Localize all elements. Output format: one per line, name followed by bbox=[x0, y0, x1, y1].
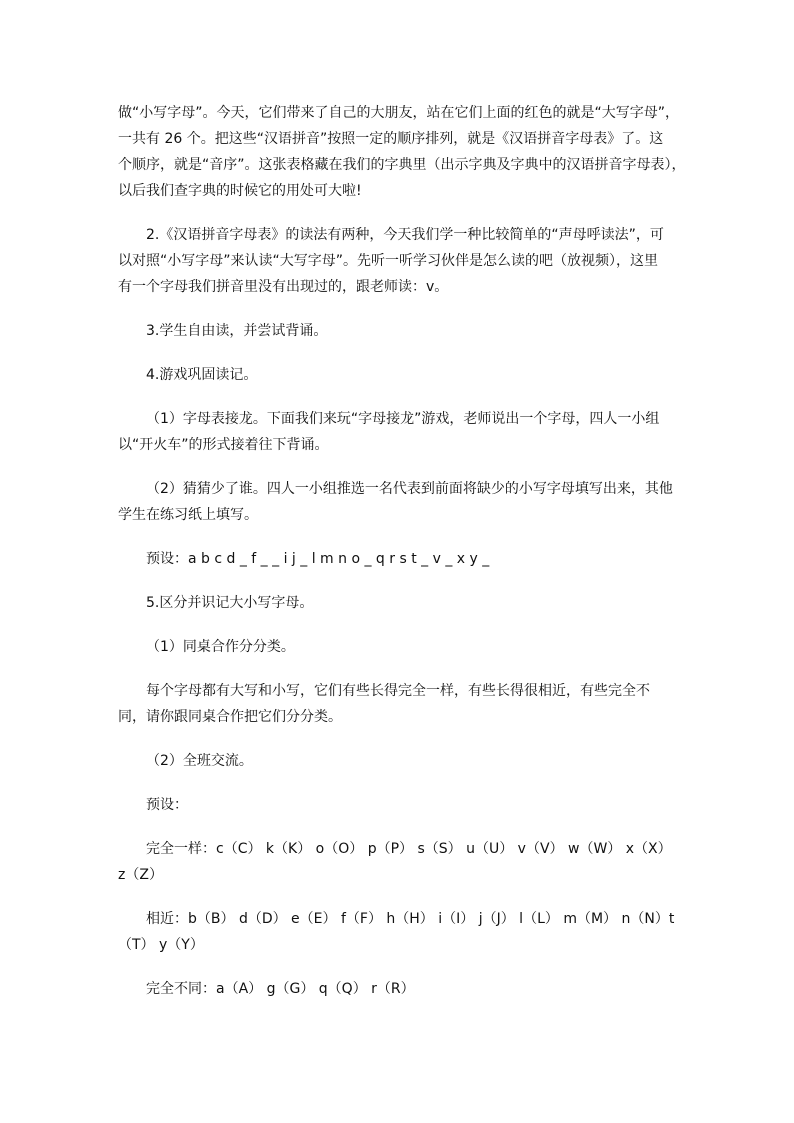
text-line: 以后我们查字典的时候它的用处可大啦! bbox=[118, 183, 362, 199]
paragraph-preset-label: 预设： bbox=[146, 797, 188, 813]
document-page bbox=[118, 100, 686, 1002]
paragraph-intro bbox=[118, 100, 686, 204]
paragraph-game-2 bbox=[118, 476, 678, 528]
text-line: 做“小写字母”。今天，它们带来了自己的大朋友，站在它们上面的红色的就是“大写字母”， bbox=[118, 105, 680, 121]
text-line: z（Z） bbox=[118, 867, 163, 883]
paragraph-share: （2）全班交流。 bbox=[146, 753, 253, 769]
text-line: 相近：b（B） d（D） e（E） f（F） h（H） i（I） j（J） l（L） m（M） n（N）t bbox=[146, 911, 675, 927]
text-line: 每个字母都有大写和小写，它们有些长得完全一样，有些长得很相近，有些完全不 bbox=[146, 683, 650, 699]
paragraph-preset-letters: 预设：a b c d _ f _ _ i j _ l m n o _ q r s t _ v _ x y _ bbox=[146, 551, 490, 567]
text-line: 个顺序，就是“音序”。这张表格藏在我们的字典里（出示字典及字典中的汉语拼音字母表）， bbox=[118, 157, 686, 173]
paragraph-step-5: 5.区分并识记大小写字母。 bbox=[146, 595, 314, 611]
text-line: （1）字母表接龙。下面我们来玩“字母接龙”游戏，老师说出一个字母，四人一小组 bbox=[146, 411, 660, 427]
paragraph-step-3: 3.学生自由读，并尝试背诵。 bbox=[146, 323, 328, 339]
text-line: 完全一样：c（C） k（K） o（O） p（P） s（S） u（U） v（V） w（W） x（X） bbox=[146, 841, 672, 857]
paragraph-similar bbox=[118, 906, 678, 958]
text-line: （T） y（Y） bbox=[118, 937, 204, 953]
text-line: 同，请你跟同桌合作把它们分分类。 bbox=[118, 709, 342, 725]
paragraph-same bbox=[118, 836, 678, 888]
text-line: 以“开火车”的形式接着往下背诵。 bbox=[118, 437, 329, 453]
text-line: （2）猜猜少了谁。四人一小组推选一名代表到前面将缺少的小写字母填写出来，其他 bbox=[146, 481, 673, 497]
paragraph-game-1 bbox=[118, 406, 678, 458]
text-line: 以对照“小写字母”来认读“大写字母”。先听一听学习伙伴是怎么读的吧（放视频），这里 bbox=[118, 253, 659, 269]
paragraph-classify: （1）同桌合作分分类。 bbox=[146, 639, 295, 655]
paragraph-step-4: 4.游戏巩固读记。 bbox=[146, 367, 258, 383]
text-line: 学生在练习纸上填写。 bbox=[118, 507, 258, 523]
text-line: 一共有 26 个。把这些“汉语拼音”按照一定的顺序排列，就是《汉语拼音字母表》了。这 bbox=[118, 131, 664, 147]
text-line: 2.《汉语拼音字母表》的读法有两种，今天我们学一种比较简单的“声母呼读法”，可 bbox=[146, 227, 664, 243]
paragraph-step-2 bbox=[118, 222, 678, 300]
text-line: 有一个字母我们拼音里没有出现过的，跟老师读：v。 bbox=[118, 279, 449, 295]
paragraph-classify-desc bbox=[118, 678, 678, 730]
paragraph-different: 完全不同：a（A） g（G） q（Q） r（R） bbox=[146, 981, 415, 997]
